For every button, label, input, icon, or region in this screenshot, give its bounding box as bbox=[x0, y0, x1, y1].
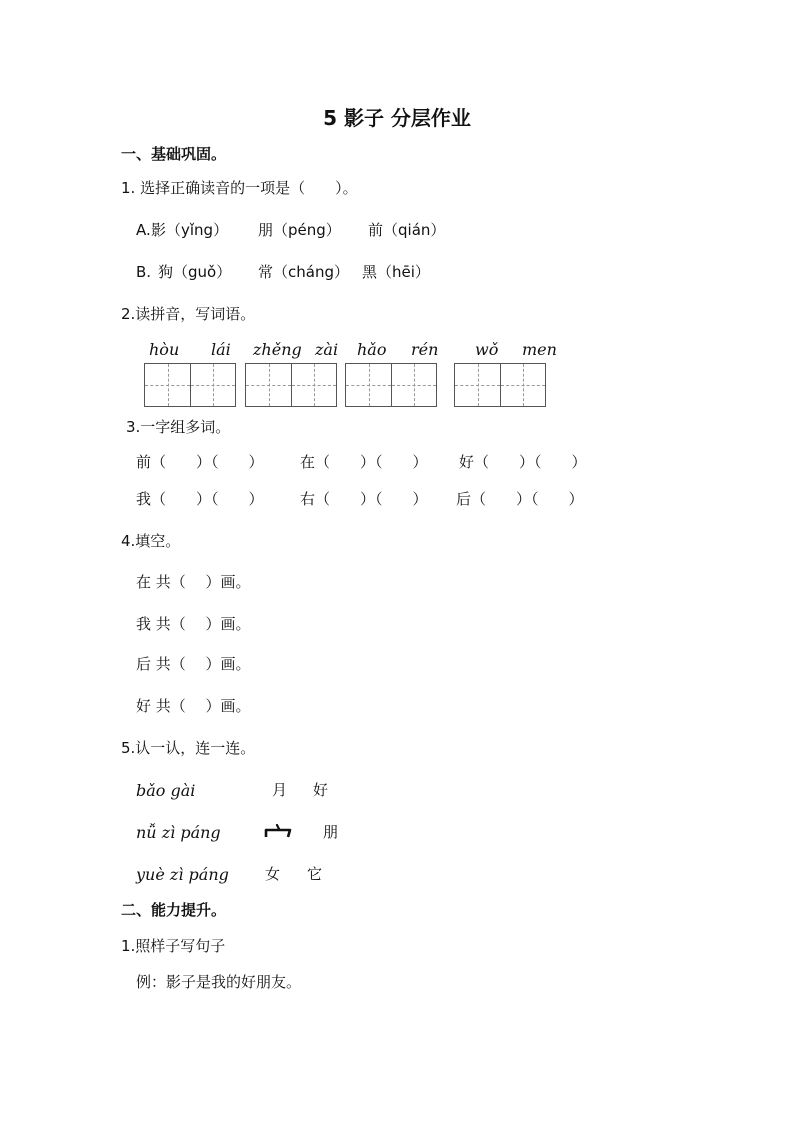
q3-item: 我（ ）（ ） bbox=[136, 490, 264, 508]
q1-option-a-item: 影（yǐng） bbox=[151, 221, 229, 239]
q1-option-a-label: A. bbox=[136, 221, 151, 239]
q3-item: 好（ ）（ ） bbox=[459, 453, 587, 471]
q2-pinyin: wǒ bbox=[475, 340, 499, 359]
writing-cell[interactable] bbox=[455, 364, 500, 406]
p1-stem: 1.照样子写句子 bbox=[121, 937, 226, 955]
q2-pinyin: men bbox=[522, 340, 557, 359]
q1-option-b-item: 狗（guǒ） bbox=[158, 263, 232, 281]
writing-grid[interactable] bbox=[144, 363, 236, 407]
writing-cell[interactable] bbox=[291, 364, 336, 406]
q5-pinyin: nǚ zì páng bbox=[136, 823, 221, 842]
section-heading-advanced: 二、能力提升。 bbox=[121, 901, 227, 919]
q1-option-a-item: 朋（péng） bbox=[258, 221, 341, 239]
q1-option-b-label: B. bbox=[136, 263, 152, 281]
q2-pinyin: lái bbox=[211, 340, 231, 359]
q3-item: 后（ ）（ ） bbox=[456, 490, 584, 508]
writing-cell[interactable] bbox=[145, 364, 190, 406]
writing-cell[interactable] bbox=[500, 364, 545, 406]
q2-pinyin: hòu bbox=[149, 340, 180, 359]
q1-stem: 1. 选择正确读音的一项是（ ）。 bbox=[121, 179, 358, 197]
writing-grid[interactable] bbox=[345, 363, 437, 407]
q3-item: 前（ ）（ ） bbox=[136, 453, 264, 471]
writing-cell[interactable] bbox=[346, 364, 391, 406]
q1-option-b-item: 黑（hēi） bbox=[362, 263, 430, 281]
q5-character: 朋 bbox=[323, 823, 339, 841]
q2-pinyin: rén bbox=[411, 340, 439, 359]
q4-line: 在 共（ ）画。 bbox=[136, 573, 251, 591]
q5-pinyin: bǎo gài bbox=[136, 781, 196, 800]
writing-cell[interactable] bbox=[190, 364, 235, 406]
q2-pinyin: zài bbox=[315, 340, 339, 359]
section-heading-basic: 一、基础巩固。 bbox=[121, 145, 227, 163]
q3-item: 右（ ）（ ） bbox=[300, 490, 428, 508]
writing-cell[interactable] bbox=[246, 364, 291, 406]
q2-pinyin: hǎo bbox=[357, 340, 387, 359]
writing-cell[interactable] bbox=[391, 364, 436, 406]
writing-grid[interactable] bbox=[245, 363, 337, 407]
q1-option-b-item: 常（cháng） bbox=[258, 263, 349, 281]
p1-example: 例：影子是我的好朋友。 bbox=[136, 973, 302, 991]
page-title: 5 影子 分层作业 bbox=[323, 106, 471, 130]
q5-pinyin: yuè zì páng bbox=[136, 865, 229, 884]
q4-line: 好 共（ ）画。 bbox=[136, 697, 251, 715]
q5-character: 月 bbox=[272, 781, 288, 799]
q3-item: 在（ ）（ ） bbox=[300, 453, 428, 471]
q3-stem: 3.一字组多词。 bbox=[126, 418, 231, 436]
q4-line: 我 共（ ）画。 bbox=[136, 615, 251, 633]
q5-character: 女 bbox=[265, 865, 281, 883]
q4-stem: 4.填空。 bbox=[121, 532, 181, 550]
q5-stem: 5.认一认，连一连。 bbox=[121, 739, 256, 757]
q4-line: 后 共（ ）画。 bbox=[136, 655, 251, 673]
q2-stem: 2.读拼音，写词语。 bbox=[121, 305, 256, 323]
bao-gai-radical-icon bbox=[262, 824, 294, 840]
q1-option-a-item: 前（qián） bbox=[368, 221, 446, 239]
q2-pinyin: zhěng bbox=[253, 340, 302, 359]
q5-character: 好 bbox=[313, 781, 329, 799]
q5-character: 它 bbox=[307, 865, 323, 883]
writing-grid[interactable] bbox=[454, 363, 546, 407]
